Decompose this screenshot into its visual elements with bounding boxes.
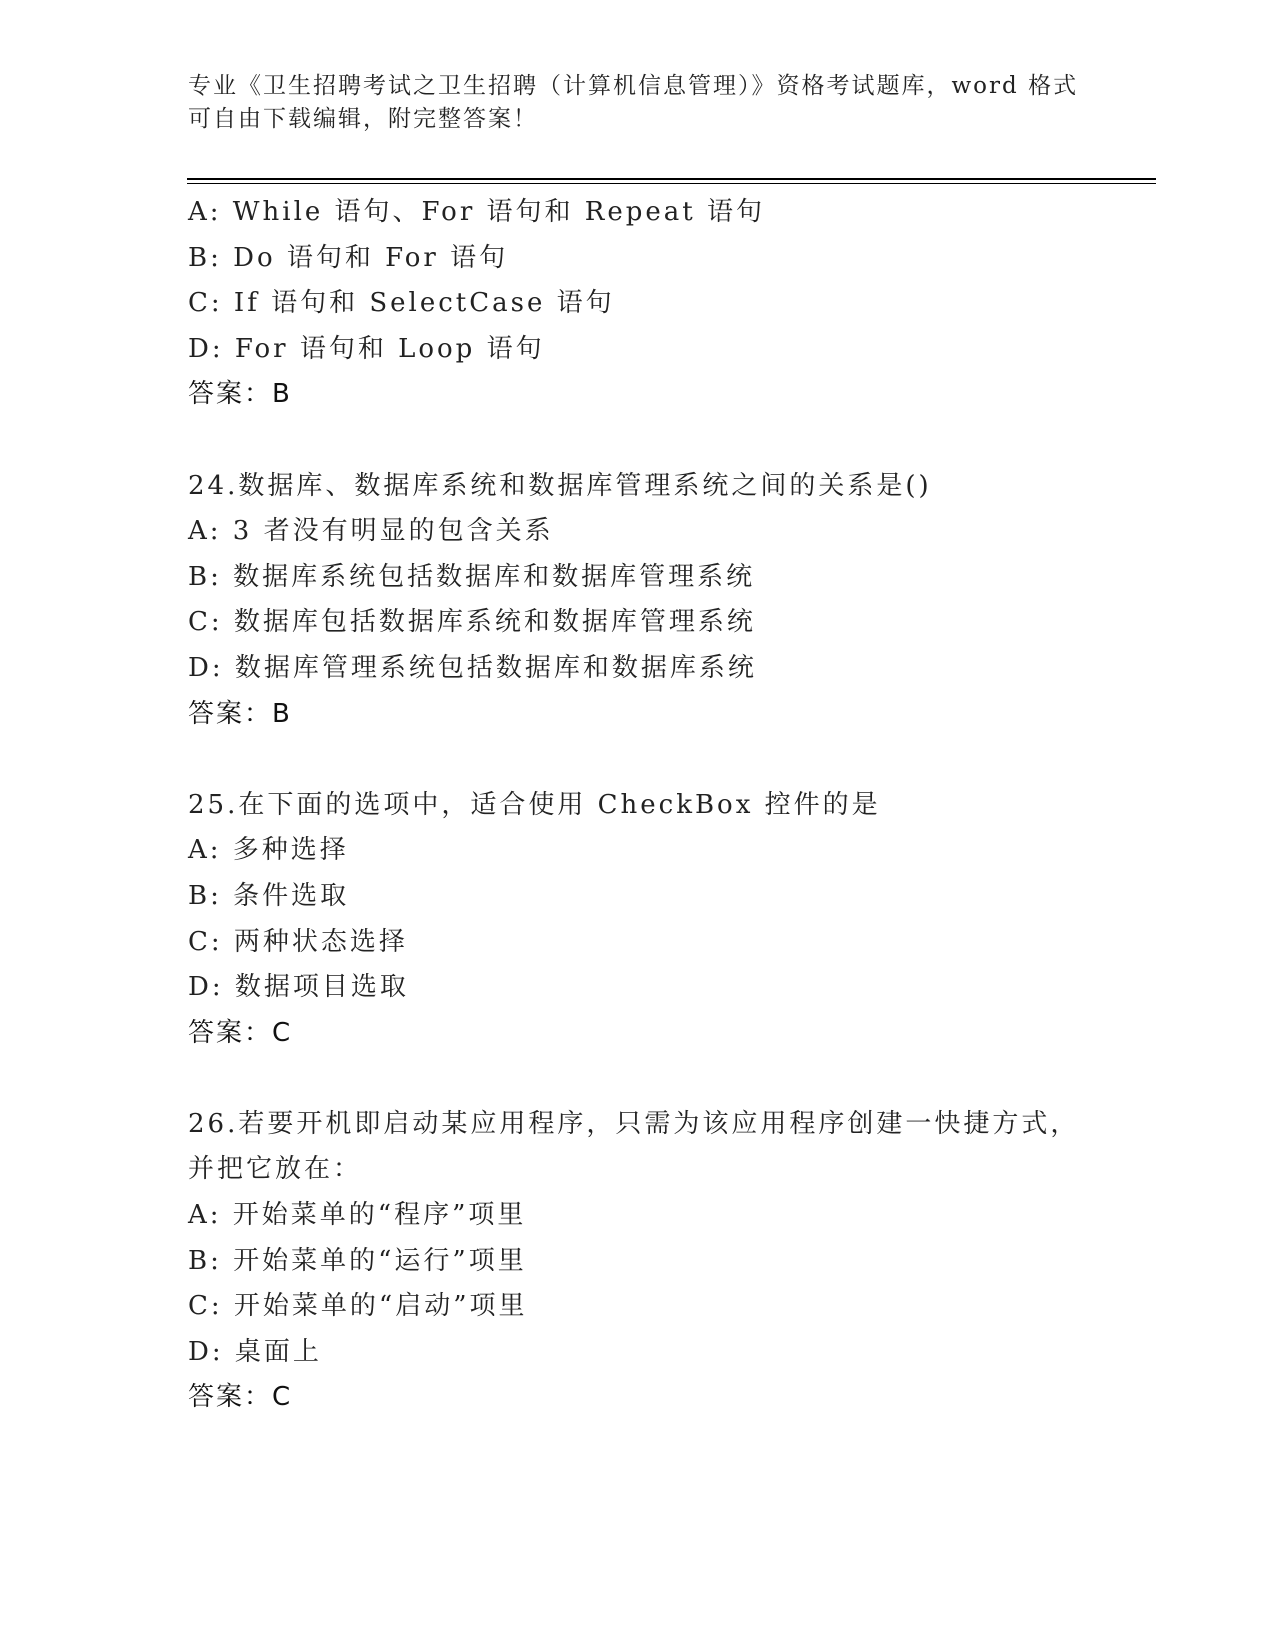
option-d: D: 数据库管理系统包括数据库和数据库系统 <box>188 652 757 683</box>
answer: 答案：B <box>188 698 292 729</box>
spacer <box>188 418 1148 464</box>
answer: 答案：C <box>188 1017 293 1048</box>
option-a: A: 开始菜单的“程序”项里 <box>188 1200 527 1231</box>
question-list <box>188 190 1148 1421</box>
option-a: A: While 语句、For 语句和 Repeat 语句 <box>188 197 765 227</box>
option-b: B: Do 语句和 For 语句 <box>188 242 509 273</box>
option-b: B: 条件选取 <box>188 880 350 911</box>
answer: 答案：C <box>188 1382 293 1413</box>
spacer <box>188 1056 1148 1102</box>
option-a: A: 3 者没有明显的包含关系 <box>188 516 554 547</box>
header-rule-thick <box>187 178 1156 180</box>
option-d: D: 数据项目选取 <box>188 972 409 1003</box>
option-b: B: 数据库系统包括数据库和数据库管理系统 <box>188 561 756 592</box>
question-text: 25.在下面的选项中，适合使用 CheckBox 控件的是 <box>188 789 881 820</box>
question-26 <box>188 1102 1148 1421</box>
option-a: A: 多种选择 <box>188 835 349 866</box>
question-24 <box>188 464 1148 738</box>
option-b: B: 开始菜单的“运行”项里 <box>188 1245 527 1276</box>
question-text-line-1: 26.若要开机即启动某应用程序，只需为该应用程序创建一快捷方式， <box>188 1108 1080 1139</box>
option-d: D: 桌面上 <box>188 1336 322 1367</box>
option-c: C: 数据库包括数据库系统和数据库管理系统 <box>188 607 756 638</box>
question-23 <box>188 190 1148 418</box>
header-line-2: 可自由下载编辑，附完整答案！ <box>188 106 538 132</box>
document-header <box>188 70 1088 136</box>
option-d: D: For 语句和 Loop 语句 <box>188 333 545 364</box>
header-line-1: 专业《卫生招聘考试之卫生招聘（计算机信息管理）》资格考试题库，word 格式 <box>188 73 1079 99</box>
header-rule-thin <box>187 183 1156 184</box>
option-c: C: 两种状态选择 <box>188 926 408 957</box>
question-text: 24.数据库、数据库系统和数据库管理系统之间的关系是() <box>188 470 932 501</box>
spacer <box>188 737 1148 783</box>
answer: 答案：B <box>188 379 292 410</box>
option-c: C: 开始菜单的“启动”项里 <box>188 1291 528 1322</box>
option-c: C: If 语句和 SelectCase 语句 <box>188 288 615 319</box>
question-25 <box>188 783 1148 1057</box>
question-text-line-2: 并把它放在： <box>188 1154 363 1185</box>
